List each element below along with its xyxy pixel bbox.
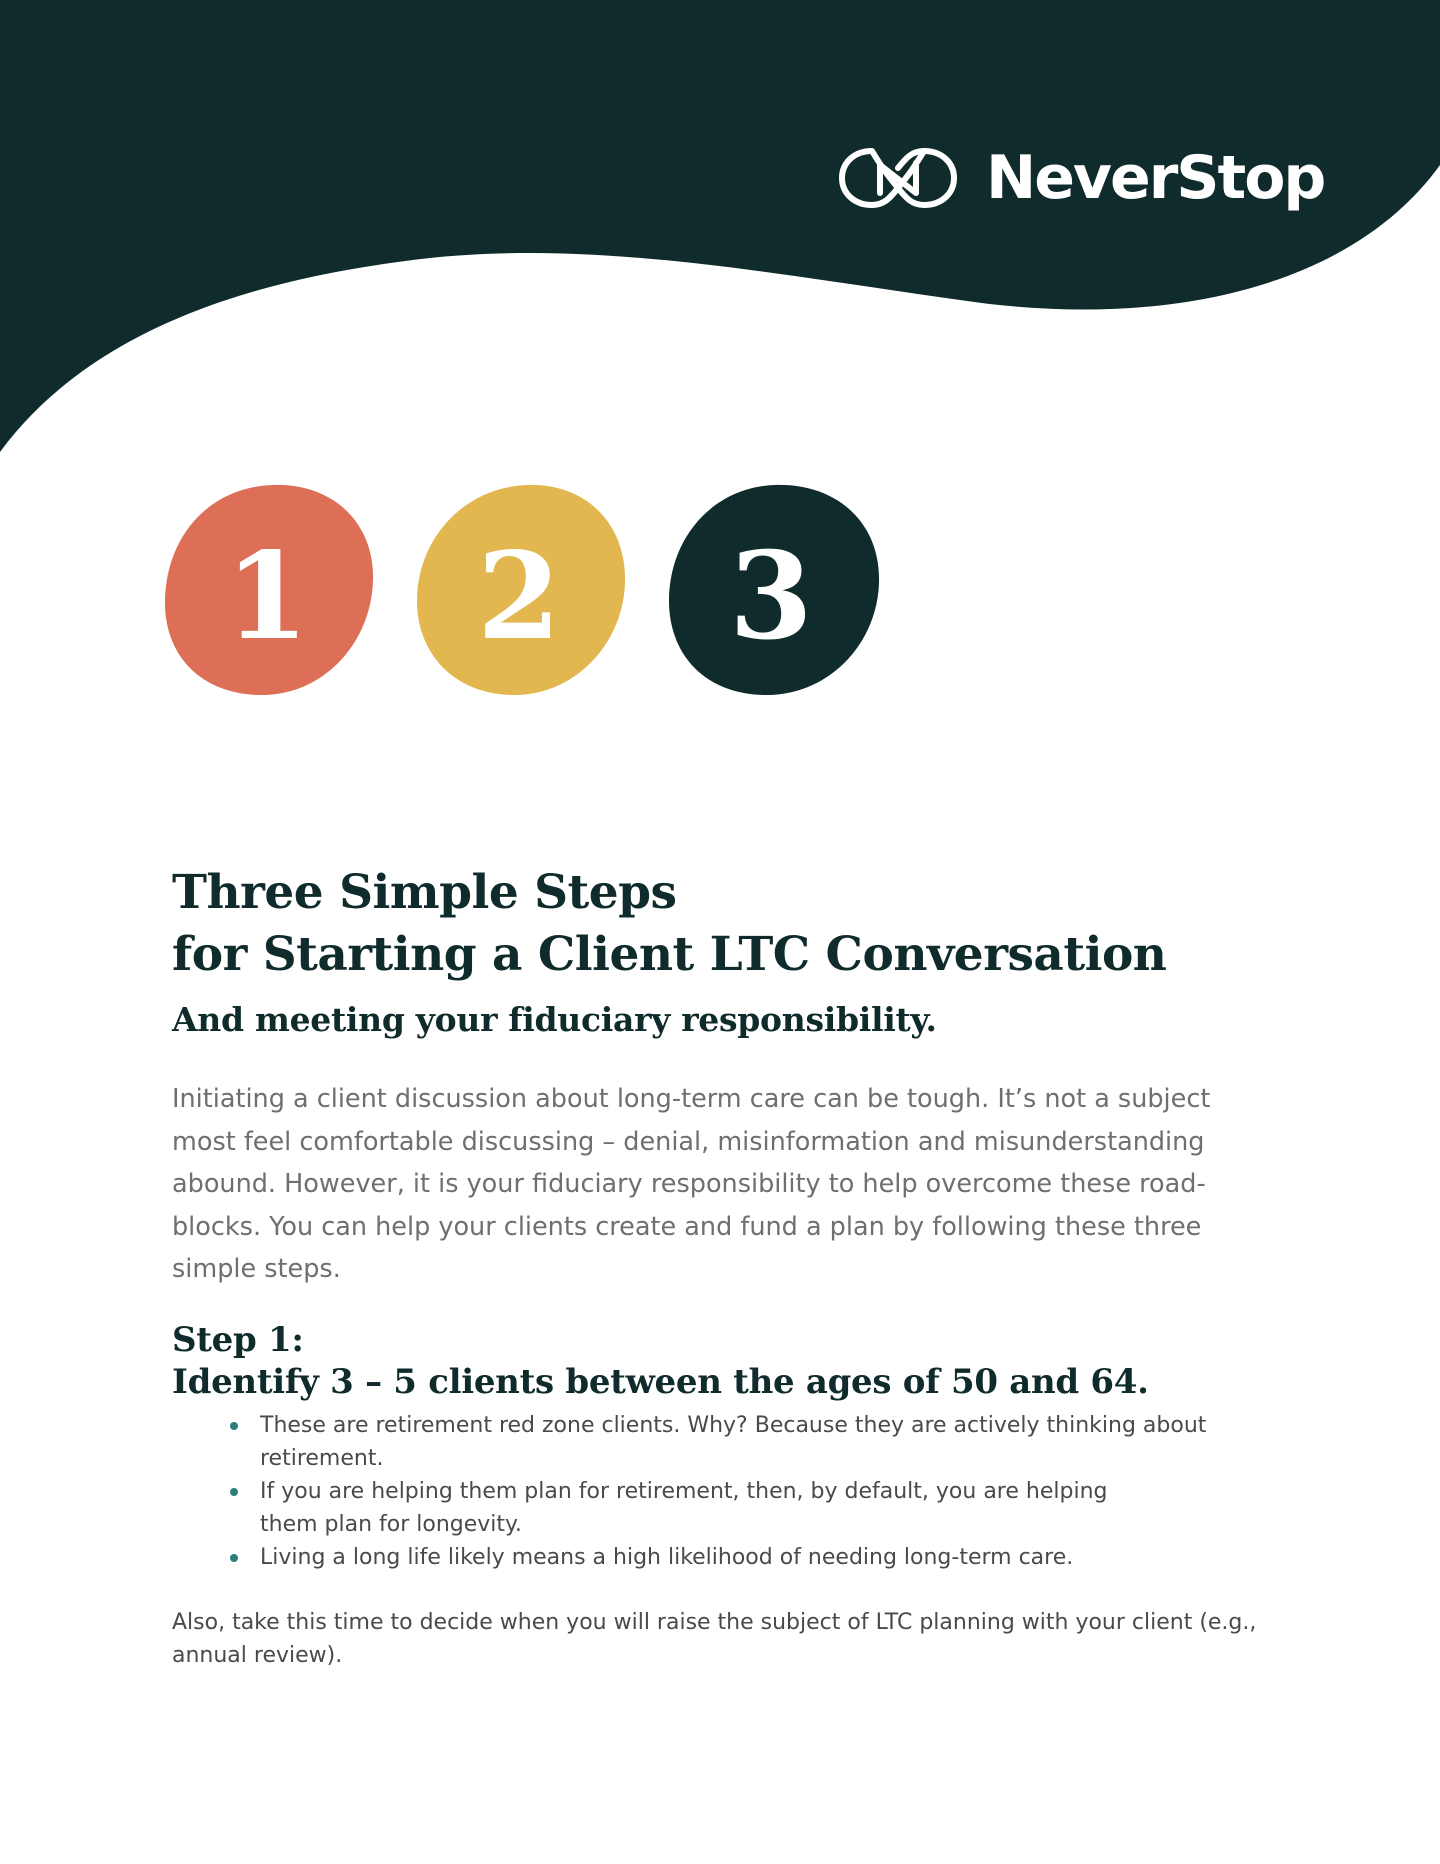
list-item xyxy=(172,1409,1272,1475)
brand-name: NeverStop xyxy=(986,143,1325,213)
bullet-dot-icon xyxy=(230,1422,238,1430)
list-item-line: These are retirement red zone clients. Why? Because they are actively thinking about xyxy=(260,1412,1207,1438)
step-1-heading xyxy=(172,1319,1272,1403)
infinity-n-icon xyxy=(838,143,958,213)
page-title-line-2: for Starting a Client LTC Conversation xyxy=(172,927,1167,982)
list-item xyxy=(172,1475,1272,1541)
step-1-bullet-list xyxy=(172,1409,1272,1574)
step-badge-3 xyxy=(667,483,881,697)
list-item-line: Living a long life likely means a high likelihood of needing long-term care. xyxy=(260,1544,1074,1570)
list-item-line: retirement. xyxy=(260,1445,384,1471)
brand-logo[interactable] xyxy=(838,143,1324,213)
step-badge-1 xyxy=(163,483,377,697)
page-title-line-1: Three Simple Steps xyxy=(172,865,677,920)
main-content xyxy=(172,862,1272,1672)
badge-number: 1 xyxy=(225,526,309,667)
step-1-note: Also, take this time to decide when you will raise the subject of LTC planning with your client (e.g., annual review). xyxy=(172,1609,1257,1668)
step-badge-2 xyxy=(415,483,629,697)
page-title xyxy=(172,862,1272,986)
list-item-line: If you are helping them plan for retirement, then, by default, you are helping xyxy=(260,1478,1108,1504)
badge-number: 2 xyxy=(477,526,561,667)
list-item xyxy=(172,1541,1272,1574)
bullet-dot-icon xyxy=(230,1488,238,1496)
header-wave-background xyxy=(0,0,1440,460)
page-subtitle: And meeting your fiduciary responsibility. xyxy=(172,1000,937,1039)
step-1-title: Identify 3 – 5 clients between the ages of 50 and 64. xyxy=(172,1361,1149,1402)
badge-number: 3 xyxy=(729,526,813,667)
intro-paragraph: Initiating a client discussion about long-term care can be tough. It’s not a subject most feel comfortable discussing – denial, misinformation and misunderstanding abound. However, it is your fiduciary responsibility to help overcome these road-blocks. You can help your clients create and fund a plan by following these three simple steps. xyxy=(172,1084,1211,1284)
bullet-dot-icon xyxy=(230,1554,238,1562)
step-1-label: Step 1: xyxy=(172,1319,304,1360)
list-item-line: them plan for longevity. xyxy=(260,1511,522,1537)
